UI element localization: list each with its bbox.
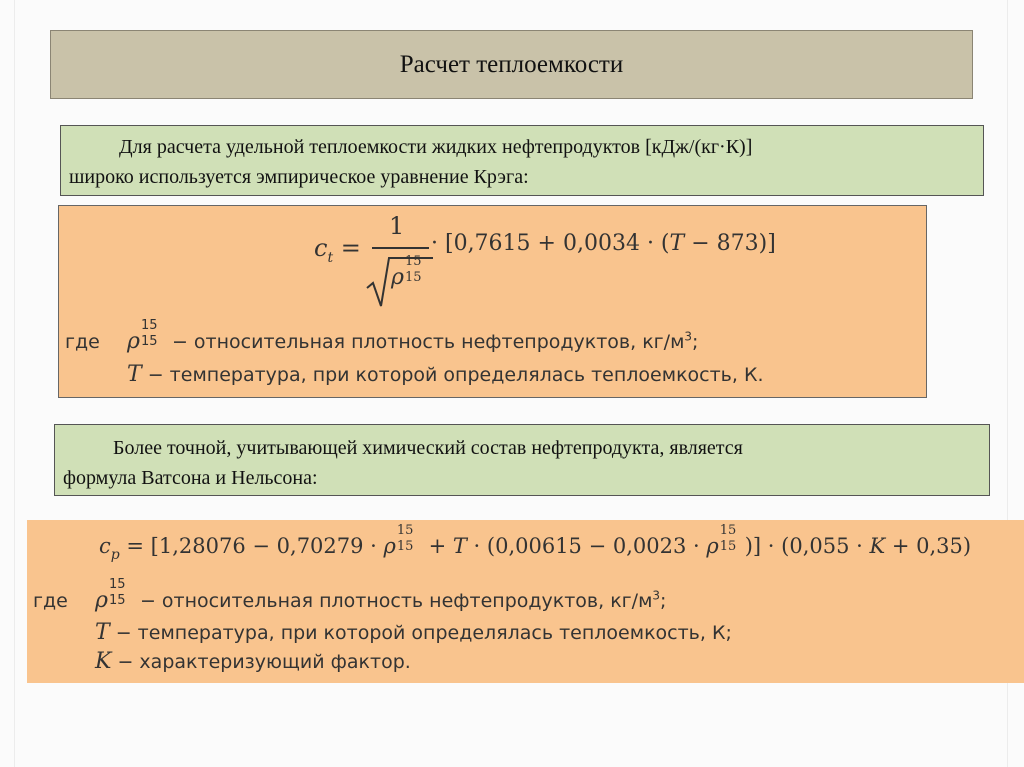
formula2-def-T-text: − температура, при которой определялась теплоемкость, К; [109, 622, 732, 644]
formula1-rho-indices [404, 254, 430, 285]
formula1-def-unit-sup: 3 [684, 329, 693, 344]
transition-line-1-text: Более точной, учитывающей химический состав нефтепродукта, является [113, 437, 743, 459]
formula1-lhs-symbol: c [314, 234, 328, 262]
transition-text-box [54, 424, 990, 496]
formula2-def-T-symbol: T [95, 620, 110, 645]
formula1-lhs [314, 234, 361, 266]
formula1-def-T-symbol: T [127, 362, 142, 387]
formula2-def-rho [95, 577, 667, 613]
intro-text-box [60, 125, 984, 196]
formula1-lhs-sub: t [327, 250, 334, 266]
transition-line-2: формула Ватсона и Нельсона: [63, 467, 318, 489]
formula1-T: T [669, 231, 685, 256]
formula2-def-K-text: − характеризующий фактор. [111, 651, 411, 673]
formula2-T: T [452, 534, 467, 558]
formula2-where: где [33, 590, 68, 612]
formula2-part4: )] · (0,055 · [744, 534, 870, 558]
formula2-def-rho-text: − относительная плотность нефтепродуктов, кг/м [133, 590, 653, 612]
formula2-def-rho-sup: 15 [108, 577, 126, 592]
formula2-rho-2-sub: 15 [719, 539, 737, 554]
formula2-def-rho-end: ; [660, 590, 667, 612]
formula1-def-rho-sub: 15 [140, 334, 158, 349]
formula2-part2: + [421, 534, 453, 558]
formula1-def-T-text: − температура, при которой определялась теплоемкость, К. [141, 364, 764, 386]
slide-title-text: Расчет теплоемкости [399, 50, 624, 78]
formula1-def-rho-indices [140, 318, 166, 349]
formula1-rho-sub: 15 [404, 270, 422, 285]
formula1-rho [391, 254, 430, 290]
slide-title [50, 30, 973, 99]
formula2-lhs-sub: p [110, 547, 120, 563]
formula2-def-unit-sup: 3 [652, 588, 661, 603]
intro-line-1-text: Для расчета удельной теплоемкости жидких нефтепродуктов [кДж/(кг·К)] [119, 136, 753, 158]
formula1-bracket-text: · [0,7615 + 0,0034 · ( [431, 231, 670, 256]
formula1-fraction-bar [372, 247, 429, 249]
formula2-def-rho-indices [108, 577, 134, 608]
formula1-tail: − 873)] [684, 231, 776, 256]
formula1-def-rho-sup: 15 [140, 318, 158, 333]
formula2-expression [99, 523, 972, 563]
intro-line-2: широко используется эмпирическое уравнение Крэга: [69, 166, 529, 188]
formula2-lhs-symbol: c [99, 534, 111, 558]
formula2-rho-1-sup: 15 [396, 523, 414, 538]
formula1-def-rho-text: − относительная плотность нефтепродуктов, кг/м [165, 331, 685, 353]
formula2-rho-2: ρ [706, 534, 719, 558]
formula2-rho-2-indices [719, 523, 745, 554]
formula2-part5: + 0,35) [885, 534, 972, 558]
formula-watson-nelson-box [27, 520, 1024, 683]
formula2-part3: · (0,00615 − 0,0023 · [466, 534, 707, 558]
transition-line-1 [63, 433, 981, 463]
formula2-rho-1: ρ [383, 534, 396, 558]
formula1-def-rho-end: ; [692, 331, 699, 353]
formula2-def-T [95, 620, 732, 645]
formula2-K: K [869, 534, 886, 558]
formula1-rho-symbol: ρ [391, 265, 404, 290]
formula2-rho-2-sup: 15 [719, 523, 737, 538]
formula2-def-rho-sub: 15 [108, 593, 126, 608]
formula1-bracket-expression [431, 231, 776, 256]
formula1-def-rho [127, 318, 699, 354]
formula1-def-rho-symbol: ρ [127, 329, 140, 354]
formula2-def-K-symbol: K [95, 649, 112, 674]
intro-line-1 [69, 132, 975, 162]
formula1-numerator: 1 [389, 212, 405, 240]
formula1-equals: = [340, 234, 361, 262]
formula2-rho-1-indices [396, 523, 422, 554]
formula1-def-T [127, 362, 763, 387]
formula2-rho-1-sub: 15 [396, 539, 414, 554]
formula2-def-K [95, 649, 411, 674]
formula-craig-box [58, 205, 927, 398]
formula1-rho-sup: 15 [404, 254, 422, 269]
formula2-def-rho-symbol: ρ [95, 588, 108, 613]
formula2-part1: = [1,28076 − 0,70279 · [119, 534, 384, 558]
formula1-where: где [65, 331, 100, 353]
